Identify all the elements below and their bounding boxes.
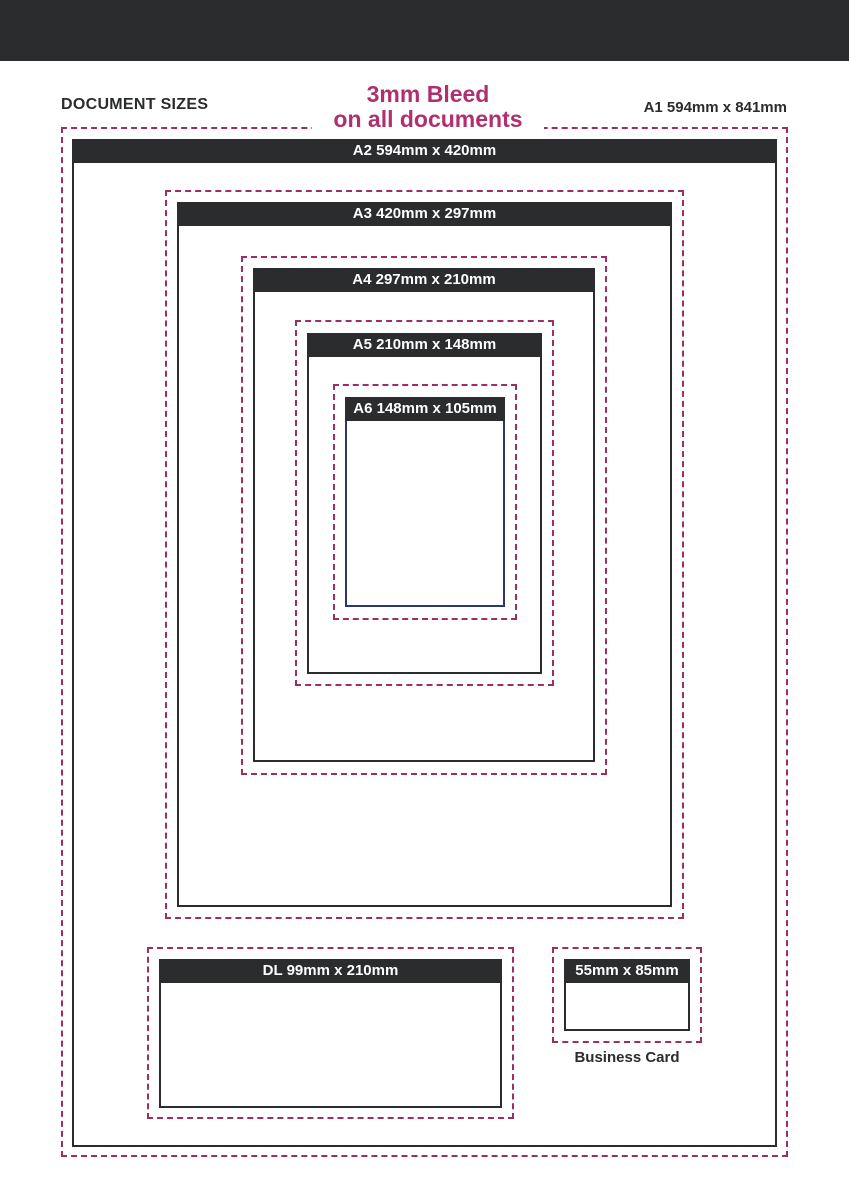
a2-size-label: A2 594mm x 420mm <box>72 139 777 163</box>
a4-size-label: A4 297mm x 210mm <box>253 268 595 292</box>
a6-size-label: A6 148mm x 105mm <box>345 397 505 421</box>
bleed-note-line2: on all documents <box>333 106 523 132</box>
bleed-note <box>312 82 544 132</box>
business-card-sheet <box>564 959 690 1031</box>
top-bar <box>0 0 849 61</box>
document-sizes-title: DOCUMENT SIZES <box>61 96 209 113</box>
a3-size-label: A3 420mm x 297mm <box>177 202 672 226</box>
business-card-size-label: 55mm x 85mm <box>564 959 690 983</box>
a5-size-label: A5 210mm x 148mm <box>307 333 542 357</box>
a1-size-label: A1 594mm x 841mm <box>643 99 787 116</box>
business-card-caption: Business Card <box>574 1049 680 1066</box>
bleed-note-line1: 3mm Bleed <box>366 81 490 107</box>
dl-sheet <box>159 959 502 1108</box>
a6-sheet <box>345 397 505 607</box>
dl-size-label: DL 99mm x 210mm <box>159 959 502 983</box>
